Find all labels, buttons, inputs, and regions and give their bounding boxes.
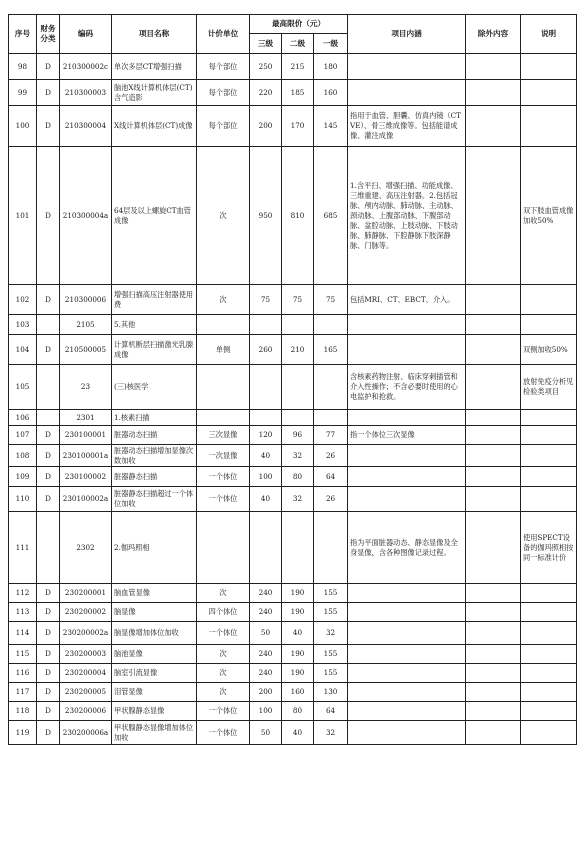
cell-price-level3 [250, 365, 282, 410]
cell-code: 230200003 [60, 645, 112, 664]
cell-exclusions [466, 622, 521, 645]
cell-exclusions [466, 147, 521, 285]
cell-name: 脏器动态扫描 [112, 426, 197, 445]
cell-seq: 105 [9, 365, 37, 410]
cell-unit: 一个体位 [197, 622, 250, 645]
table-row [9, 664, 577, 683]
cell-price-level1: 155 [314, 603, 348, 622]
cell-content [348, 80, 466, 106]
cell-price-level2: 160 [282, 683, 314, 702]
table-row [9, 603, 577, 622]
cell-exclusions [466, 603, 521, 622]
cell-unit [197, 410, 250, 426]
cell-price-level1: 32 [314, 721, 348, 745]
cell-note [521, 603, 577, 622]
cell-price-level3 [250, 410, 282, 426]
table-row [9, 315, 577, 335]
cell-category: D [37, 147, 60, 285]
cell-exclusions [466, 645, 521, 664]
header-level3: 三级 [250, 34, 282, 54]
cell-price-level3 [250, 315, 282, 335]
cell-unit: 次 [197, 683, 250, 702]
cell-price-level2 [282, 315, 314, 335]
cell-note [521, 410, 577, 426]
cell-price-level1: 155 [314, 664, 348, 683]
cell-category: D [37, 467, 60, 487]
cell-seq: 112 [9, 584, 37, 603]
header-seq: 序号 [9, 15, 37, 54]
cell-code: 230200002a [60, 622, 112, 645]
cell-category: D [37, 426, 60, 445]
cell-code: 230200001 [60, 584, 112, 603]
cell-seq: 107 [9, 426, 37, 445]
cell-seq: 114 [9, 622, 37, 645]
cell-price-level2: 190 [282, 645, 314, 664]
cell-category: D [37, 702, 60, 721]
cell-content [348, 584, 466, 603]
cell-note: 双下肢血管成像加收50% [521, 147, 577, 285]
cell-seq: 113 [9, 603, 37, 622]
cell-price-level1: 64 [314, 467, 348, 487]
cell-exclusions [466, 664, 521, 683]
header-exclusions: 除外内容 [466, 15, 521, 54]
cell-unit [197, 512, 250, 584]
cell-exclusions [466, 54, 521, 80]
price-table [8, 14, 577, 745]
header-content: 项目内涵 [348, 15, 466, 54]
cell-category: D [37, 584, 60, 603]
cell-note [521, 54, 577, 80]
cell-name: 增强扫描高压注射器使用费 [112, 285, 197, 315]
cell-price-level2: 170 [282, 106, 314, 147]
cell-seq: 111 [9, 512, 37, 584]
cell-price-level1: 155 [314, 584, 348, 603]
cell-note [521, 467, 577, 487]
cell-code: 230100001 [60, 426, 112, 445]
cell-seq: 98 [9, 54, 37, 80]
cell-price-level1: 160 [314, 80, 348, 106]
cell-note [521, 80, 577, 106]
cell-seq: 103 [9, 315, 37, 335]
cell-price-level2: 32 [282, 487, 314, 512]
cell-category [37, 512, 60, 584]
table-row [9, 683, 577, 702]
cell-category: D [37, 664, 60, 683]
cell-name: 脑显像增加体位加收 [112, 622, 197, 645]
cell-code: 230200002 [60, 603, 112, 622]
cell-category [37, 365, 60, 410]
cell-name: 脑显像 [112, 603, 197, 622]
cell-exclusions [466, 467, 521, 487]
cell-name: 脏器静态扫描 [112, 467, 197, 487]
cell-code: 230200006a [60, 721, 112, 745]
table-row [9, 622, 577, 645]
cell-price-level3: 240 [250, 584, 282, 603]
cell-name: 单次多层CT增强扫描 [112, 54, 197, 80]
cell-unit: 一个体位 [197, 702, 250, 721]
cell-content [348, 603, 466, 622]
table-row [9, 512, 577, 584]
cell-seq: 109 [9, 467, 37, 487]
cell-code: 23 [60, 365, 112, 410]
table-row [9, 445, 577, 467]
cell-name: 脏器动态扫描增加显像次数加收 [112, 445, 197, 467]
cell-note [521, 445, 577, 467]
cell-note [521, 426, 577, 445]
header-code: 编码 [60, 15, 112, 54]
cell-name: 脑室引流显像 [112, 664, 197, 683]
cell-content [348, 664, 466, 683]
cell-price-level1: 26 [314, 487, 348, 512]
table-row [9, 335, 577, 365]
cell-content: 指为平面脏器动态、静态显像及全身显像，含各种图像记录过程。 [348, 512, 466, 584]
cell-price-level3: 220 [250, 80, 282, 106]
cell-name: 64层及以上螺旋CT血管成像 [112, 147, 197, 285]
cell-unit: 次 [197, 645, 250, 664]
cell-exclusions [466, 721, 521, 745]
cell-exclusions [466, 285, 521, 315]
cell-name: 脑池显像 [112, 645, 197, 664]
cell-price-level2 [282, 410, 314, 426]
cell-name: 1.核素扫描 [112, 410, 197, 426]
table-row [9, 410, 577, 426]
cell-price-level1: 180 [314, 54, 348, 80]
table-row [9, 106, 577, 147]
cell-category: D [37, 80, 60, 106]
header-max-price: 最高限价（元） [250, 15, 348, 34]
cell-price-level1: 155 [314, 645, 348, 664]
cell-content [348, 645, 466, 664]
cell-price-level2: 75 [282, 285, 314, 315]
cell-note: 使用SPECT设备的伽玛照相按同一标准计价 [521, 512, 577, 584]
table-row [9, 80, 577, 106]
cell-exclusions [466, 80, 521, 106]
cell-unit: 四个体位 [197, 603, 250, 622]
cell-content: 指一个体位三次显像 [348, 426, 466, 445]
cell-code: 2302 [60, 512, 112, 584]
header-level1: 一级 [314, 34, 348, 54]
cell-note [521, 664, 577, 683]
cell-category: D [37, 622, 60, 645]
cell-category: D [37, 285, 60, 315]
cell-unit: 一次显像 [197, 445, 250, 467]
cell-name: 甲状腺静态显像增加体位加收 [112, 721, 197, 745]
cell-price-level3: 240 [250, 603, 282, 622]
cell-exclusions [466, 335, 521, 365]
cell-unit: 一个体位 [197, 721, 250, 745]
cell-name: X线计算机体层(CT)成像 [112, 106, 197, 147]
table-row [9, 147, 577, 285]
cell-price-level3: 100 [250, 467, 282, 487]
cell-category: D [37, 603, 60, 622]
cell-category: D [37, 487, 60, 512]
cell-exclusions [466, 106, 521, 147]
cell-price-level2 [282, 512, 314, 584]
cell-category [37, 410, 60, 426]
cell-price-level1: 165 [314, 335, 348, 365]
cell-code: 230200006 [60, 702, 112, 721]
cell-unit: 单侧 [197, 335, 250, 365]
cell-exclusions [466, 315, 521, 335]
cell-note [521, 702, 577, 721]
cell-price-level1: 145 [314, 106, 348, 147]
cell-name: 脑血管显像 [112, 584, 197, 603]
cell-code: 210300006 [60, 285, 112, 315]
cell-category [37, 315, 60, 335]
cell-price-level3: 260 [250, 335, 282, 365]
cell-price-level1: 32 [314, 622, 348, 645]
cell-unit: 每个部位 [197, 106, 250, 147]
cell-note [521, 584, 577, 603]
cell-name: 5.其他 [112, 315, 197, 335]
header-name: 项目名称 [112, 15, 197, 54]
cell-content [348, 335, 466, 365]
cell-name: 2.伽玛照相 [112, 512, 197, 584]
cell-price-level2: 40 [282, 721, 314, 745]
cell-name: 计算机断层扫描激光乳腺成像 [112, 335, 197, 365]
cell-content [348, 467, 466, 487]
cell-unit [197, 315, 250, 335]
cell-seq: 115 [9, 645, 37, 664]
cell-price-level2: 32 [282, 445, 314, 467]
cell-exclusions [466, 426, 521, 445]
cell-note [521, 721, 577, 745]
cell-seq: 100 [9, 106, 37, 147]
cell-category: D [37, 645, 60, 664]
cell-price-level3: 40 [250, 487, 282, 512]
cell-note [521, 645, 577, 664]
header-unit: 计价单位 [197, 15, 250, 54]
cell-category: D [37, 335, 60, 365]
cell-seq: 104 [9, 335, 37, 365]
table-row [9, 584, 577, 603]
cell-content [348, 702, 466, 721]
cell-unit: 一个体位 [197, 467, 250, 487]
cell-unit: 次 [197, 584, 250, 603]
cell-price-level2: 190 [282, 603, 314, 622]
cell-code: 2105 [60, 315, 112, 335]
cell-code: 210300004a [60, 147, 112, 285]
cell-content [348, 315, 466, 335]
cell-name: 甲状腺静态显像 [112, 702, 197, 721]
cell-note: 放射免疫分析见检验类项目 [521, 365, 577, 410]
cell-content [348, 622, 466, 645]
table-row [9, 721, 577, 745]
cell-price-level3: 240 [250, 645, 282, 664]
cell-code: 210300003 [60, 80, 112, 106]
cell-content: 指用于血管、胆囊、仿真内镜（CTVE）、骨三维成像等。包括能谱成像、灌注成像 [348, 106, 466, 147]
cell-note [521, 315, 577, 335]
cell-price-level3 [250, 512, 282, 584]
table-row [9, 645, 577, 664]
cell-code: 230200005 [60, 683, 112, 702]
cell-seq: 110 [9, 487, 37, 512]
cell-seq: 101 [9, 147, 37, 285]
cell-content: 1.含平扫、增强扫描、功能成像、三维重建、高压注射器。2.包括冠脉、颅内动脉、肺动脉、主动脉、颈动脉、上腹部动脉、下腹部动脉、盆腔动脉、上肢动脉、下肢动脉、肺静脉、下腔静脉下肢深静脉、门脉等。 [348, 147, 466, 285]
cell-unit: 每个部位 [197, 80, 250, 106]
cell-code: 230200004 [60, 664, 112, 683]
cell-unit: 一个体位 [197, 487, 250, 512]
cell-content: 包括MRI、CT、EBCT、介入。 [348, 285, 466, 315]
cell-unit: 次 [197, 664, 250, 683]
cell-unit: 次 [197, 147, 250, 285]
cell-price-level1: 75 [314, 285, 348, 315]
cell-code: 230100002 [60, 467, 112, 487]
cell-price-level1: 26 [314, 445, 348, 467]
cell-category: D [37, 106, 60, 147]
cell-price-level3: 50 [250, 622, 282, 645]
table-row [9, 365, 577, 410]
cell-price-level2: 40 [282, 622, 314, 645]
cell-note [521, 622, 577, 645]
cell-code: 210500005 [60, 335, 112, 365]
cell-price-level3: 75 [250, 285, 282, 315]
cell-price-level2: 80 [282, 702, 314, 721]
table-row [9, 467, 577, 487]
cell-content [348, 410, 466, 426]
cell-price-level2: 80 [282, 467, 314, 487]
cell-price-level2: 215 [282, 54, 314, 80]
cell-note [521, 683, 577, 702]
cell-category: D [37, 445, 60, 467]
cell-price-level3: 120 [250, 426, 282, 445]
header-notes: 说明 [521, 15, 577, 54]
cell-price-level2: 210 [282, 335, 314, 365]
cell-content [348, 721, 466, 745]
cell-exclusions [466, 702, 521, 721]
cell-price-level3: 200 [250, 106, 282, 147]
cell-code: 210300004 [60, 106, 112, 147]
table-row [9, 285, 577, 315]
table-row [9, 702, 577, 721]
cell-price-level1 [314, 410, 348, 426]
cell-price-level3: 200 [250, 683, 282, 702]
cell-name: 脑池X线计算机体层(CT)含气造影 [112, 80, 197, 106]
cell-price-level3: 950 [250, 147, 282, 285]
cell-name: 泪管显像 [112, 683, 197, 702]
header-row [9, 15, 577, 34]
table-row [9, 487, 577, 512]
cell-seq: 118 [9, 702, 37, 721]
cell-price-level3: 40 [250, 445, 282, 467]
cell-name: (三)核医学 [112, 365, 197, 410]
cell-category: D [37, 54, 60, 80]
cell-price-level3: 100 [250, 702, 282, 721]
cell-price-level1 [314, 512, 348, 584]
cell-code: 2301 [60, 410, 112, 426]
cell-unit: 三次显像 [197, 426, 250, 445]
cell-price-level2 [282, 365, 314, 410]
cell-category: D [37, 683, 60, 702]
cell-price-level1: 685 [314, 147, 348, 285]
cell-exclusions [466, 445, 521, 467]
table-row [9, 54, 577, 80]
cell-price-level1: 64 [314, 702, 348, 721]
cell-unit: 次 [197, 285, 250, 315]
cell-note [521, 487, 577, 512]
cell-content [348, 487, 466, 512]
cell-unit [197, 365, 250, 410]
cell-seq: 106 [9, 410, 37, 426]
header-category: 财务分类 [37, 15, 60, 54]
cell-unit: 每个部位 [197, 54, 250, 80]
cell-content [348, 54, 466, 80]
table-body [9, 54, 577, 745]
cell-code: 230100001a [60, 445, 112, 467]
cell-note [521, 106, 577, 147]
cell-content [348, 445, 466, 467]
cell-note: 双侧加收50% [521, 335, 577, 365]
cell-seq: 117 [9, 683, 37, 702]
cell-price-level3: 240 [250, 664, 282, 683]
cell-code: 210300002c [60, 54, 112, 80]
cell-exclusions [466, 487, 521, 512]
cell-exclusions [466, 584, 521, 603]
cell-price-level1 [314, 315, 348, 335]
cell-category: D [37, 721, 60, 745]
table-row [9, 426, 577, 445]
cell-content: 含核素药物注射、临床穿刺插管和介入性操作；不含必要时使用的心电监护和抢救。 [348, 365, 466, 410]
cell-price-level1: 77 [314, 426, 348, 445]
cell-note [521, 285, 577, 315]
cell-price-level3: 50 [250, 721, 282, 745]
cell-price-level1 [314, 365, 348, 410]
cell-exclusions [466, 410, 521, 426]
cell-price-level3: 250 [250, 54, 282, 80]
cell-price-level2: 96 [282, 426, 314, 445]
cell-price-level2: 810 [282, 147, 314, 285]
cell-code: 230100002a [60, 487, 112, 512]
cell-price-level1: 130 [314, 683, 348, 702]
cell-seq: 116 [9, 664, 37, 683]
cell-seq: 119 [9, 721, 37, 745]
cell-exclusions [466, 512, 521, 584]
cell-exclusions [466, 683, 521, 702]
cell-content [348, 683, 466, 702]
cell-seq: 102 [9, 285, 37, 315]
cell-name: 脏器静态扫描超过一个体位加收 [112, 487, 197, 512]
cell-seq: 108 [9, 445, 37, 467]
cell-seq: 99 [9, 80, 37, 106]
cell-price-level2: 190 [282, 584, 314, 603]
header-level2: 二级 [282, 34, 314, 54]
cell-price-level2: 190 [282, 664, 314, 683]
cell-exclusions [466, 365, 521, 410]
cell-price-level2: 185 [282, 80, 314, 106]
